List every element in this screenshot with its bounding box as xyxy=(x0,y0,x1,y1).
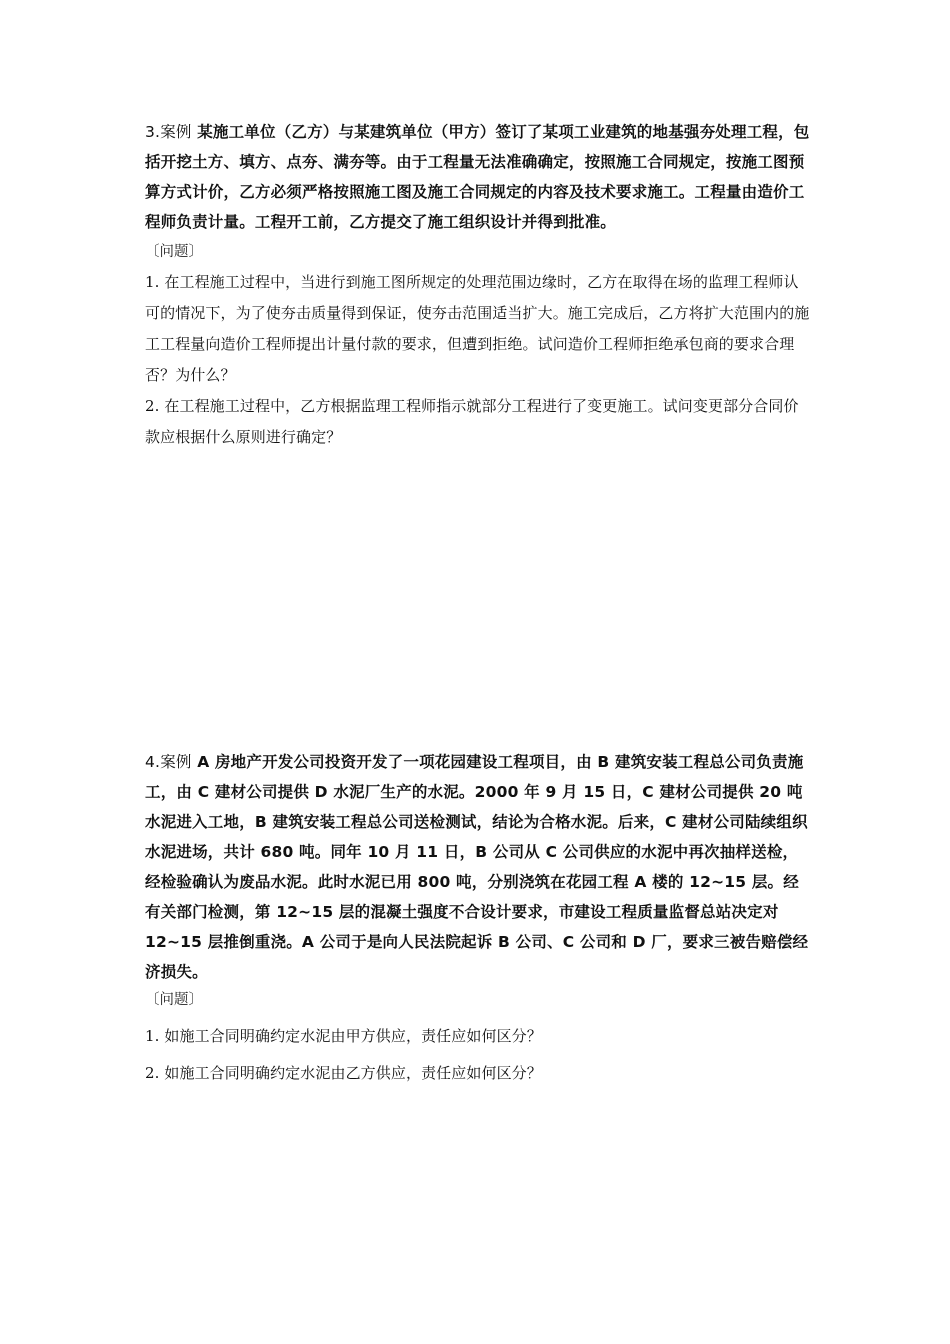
case3-number: 3.案例 xyxy=(145,123,192,141)
case3-statement xyxy=(145,117,810,237)
case3-paragraph xyxy=(145,117,810,237)
case3-question-2: 2. 在工程施工过程中，乙方根据监理工程师指示就部分工程进行了变更施工。试问变更部分合同价款应根据什么原则进行确定？ xyxy=(145,397,799,446)
case3-question-label xyxy=(145,237,810,267)
case4-paragraph xyxy=(145,747,810,987)
case4-number: 4.案例 xyxy=(145,753,192,771)
question-label: 〔问题〕 xyxy=(145,992,203,1008)
case3-body: 某施工单位（乙方）与某建筑单位（甲方）签订了某项工业建筑的地基强夯处理工程，包括开挖土方、填方、点夯、满夯等。由于工程量无法准确确定，按照施工合同规定，按施工图预算方式计价，乙方必须严格按照施工图及施工合同规定的内容及技术要求施工。工程量由造价工程师负责计量。工程开工前，乙方提交了施工组织设计并得到批准。 xyxy=(145,123,810,231)
case4-questions xyxy=(145,1021,810,1089)
case4-statement xyxy=(145,747,810,987)
case4-question-label xyxy=(145,985,810,1015)
case4-question-1: 1. 如施工合同明确约定水泥由甲方供应，责任应如何区分？ xyxy=(145,1027,542,1045)
case4-question-2: 2. 如施工合同明确约定水泥由乙方供应，责任应如何区分？ xyxy=(145,1064,542,1082)
question-label: 〔问题〕 xyxy=(145,244,203,260)
case3-question-1: 1. 在工程施工过程中，当进行到施工图所规定的处理范围边缘时，乙方在取得在场的监理工程师认可的情况下，为了使夯击质量得到保证，使夯击范围适当扩大。施工完成后，乙方将扩大范围内的施工工程量向造价工程师提出计量付款的要求，但遭到拒绝。试问造价工程师拒绝承包商的要求合理否？为什么？ xyxy=(145,273,810,384)
case3-questions xyxy=(145,267,810,453)
case4-body: A 房地产开发公司投资开发了一项花园建设工程项目，由 B 建筑安装工程总公司负责施工，由 C 建材公司提供 D 水泥厂生产的水泥。2000 年 9 月 15 日，C 建材公司提供 20 吨水泥进入工地，B 建筑安装工程总公司送检测试，结论为合格水泥。后来，C 建材公司陆续组织水泥进场，共计 680 吨。同年 10 月 11 日，B 公司从 C 公司供应的水泥中再次抽样送检，经检验确认为废品水泥。此时水泥已用 800 吨，分别浇筑在花园工程 A 楼的 12~15 层。经有关部门检测，第 12~15 层的混凝土强度不合设计要求，市建设工程质量监督总站决定对 12~15 层推倒重浇。A 公司于是向人民法院起诉 B 公司、C 公司和 D 厂，要求三被告赔偿经济损失。 xyxy=(145,753,809,981)
